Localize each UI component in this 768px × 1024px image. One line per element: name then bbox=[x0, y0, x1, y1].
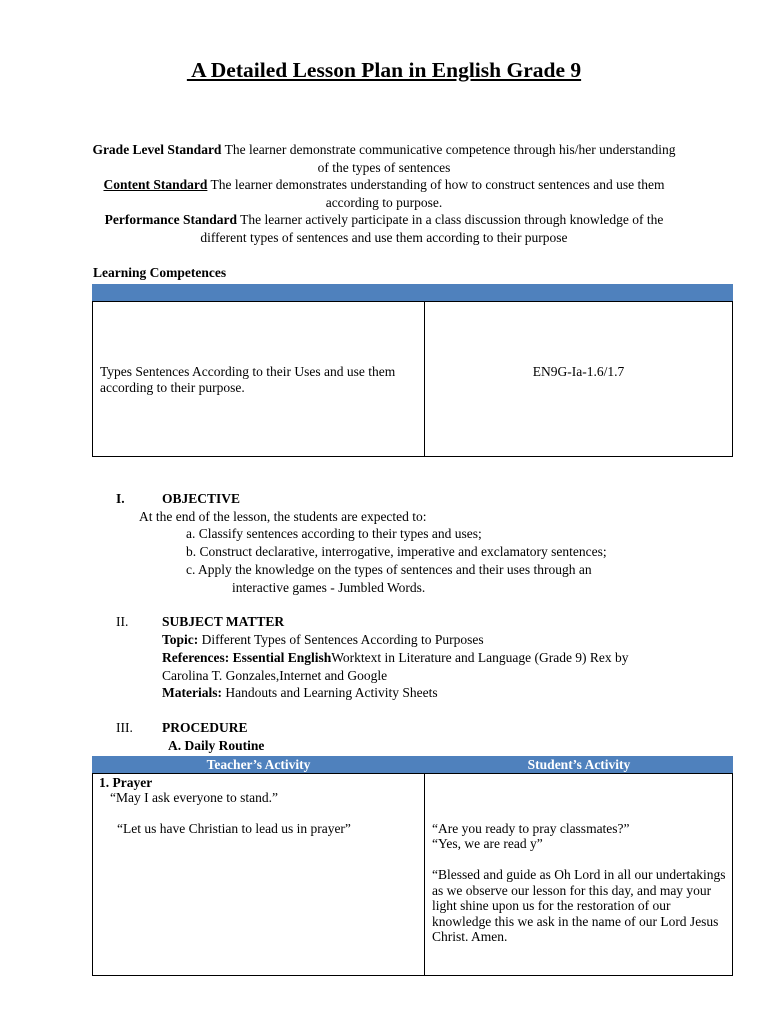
references-value: Worktext in Literature and Language (Grade 9) Rex by bbox=[331, 650, 629, 665]
content-standard-text: The learner demonstrates understanding of how to construct sentences and use them according to purpose. bbox=[207, 177, 665, 210]
learning-competences-heading: Learning Competences bbox=[93, 265, 227, 280]
student-activity-cell bbox=[424, 773, 733, 976]
references-continued: Carolina T. Gonzales,Internet and Google bbox=[162, 668, 388, 683]
topic-line bbox=[162, 631, 484, 649]
subject-matter-heading: SUBJECT MATTER bbox=[162, 614, 285, 629]
content-standard bbox=[92, 176, 676, 211]
procedure-numeral: III. bbox=[116, 720, 133, 735]
competence-description: Types Sentences According to their Uses and use them according to their purpose. bbox=[100, 364, 396, 395]
teacher-line-prayer: “Let us have Christian to lead us in prayer” bbox=[117, 821, 351, 836]
performance-standard bbox=[92, 211, 676, 246]
prayer-label: 1. Prayer bbox=[99, 775, 153, 790]
objective-heading: OBJECTIVE bbox=[162, 491, 241, 506]
objective-item-c: c. Apply the knowledge on the types of sentences and their uses through an bbox=[186, 562, 592, 577]
content-standard-label: Content Standard bbox=[103, 177, 208, 192]
teacher-activity-header: Teacher’s Activity bbox=[206, 757, 311, 772]
grade-level-standard bbox=[92, 141, 676, 176]
daily-routine-heading: A. Daily Routine bbox=[168, 738, 265, 753]
student-line-ready: “Are you ready to pray classmates?” bbox=[432, 821, 630, 836]
objective-numeral: I. bbox=[116, 491, 125, 506]
grade-level-standard-text: The learner demonstrate communicative competence through his/her understanding of the types of sentences bbox=[221, 142, 676, 175]
performance-standard-text: The learner actively participate in a class discussion through knowledge of the different types of sentences and use them according to their purpose bbox=[200, 212, 664, 245]
student-line-yes: “Yes, we are read y” bbox=[432, 836, 543, 851]
objective-item-b: b. Construct declarative, interrogative, imperative and exclamatory sentences; bbox=[186, 544, 607, 559]
student-line-prayer: “Blessed and guide as Oh Lord in all our undertakings as we observe our lesson for this day, and may your light shine upon us for the restoration of our knowledge this we ask in the name of our Lord Jesus Christ. Amen. bbox=[432, 867, 726, 944]
objective-item-c-continued: interactive games - Jumbled Words. bbox=[232, 580, 426, 595]
topic-value: Different Types of Sentences According to Purposes bbox=[198, 632, 484, 647]
procedure-heading: PROCEDURE bbox=[162, 720, 248, 735]
subject-matter-numeral: II. bbox=[116, 614, 129, 629]
objective-intro: At the end of the lesson, the students are expected to: bbox=[139, 509, 427, 524]
references-line bbox=[162, 649, 629, 667]
competence-code-cell bbox=[424, 301, 733, 457]
materials-label: Materials: bbox=[162, 685, 222, 700]
page-title: A Detailed Lesson Plan in English Grade 9 bbox=[186, 58, 582, 82]
teacher-activity-cell bbox=[92, 773, 425, 976]
materials-line bbox=[162, 684, 438, 702]
procedure-table-header bbox=[92, 756, 733, 774]
references-label: References: Essential English bbox=[162, 650, 332, 665]
student-activity-header: Student’s Activity bbox=[527, 757, 631, 772]
competence-description-cell bbox=[92, 301, 425, 457]
competences-table-header bbox=[92, 284, 733, 302]
competence-code: EN9G-Ia-1.6/1.7 bbox=[532, 364, 625, 379]
teacher-line-stand: “May I ask everyone to stand.” bbox=[110, 790, 278, 805]
grade-level-standard-label: Grade Level Standard bbox=[92, 142, 222, 157]
materials-value: Handouts and Learning Activity Sheets bbox=[221, 685, 438, 700]
performance-standard-label: Performance Standard bbox=[104, 212, 237, 227]
topic-label: Topic: bbox=[162, 632, 199, 647]
objective-item-a: a. Classify sentences according to their types and uses; bbox=[186, 526, 482, 541]
